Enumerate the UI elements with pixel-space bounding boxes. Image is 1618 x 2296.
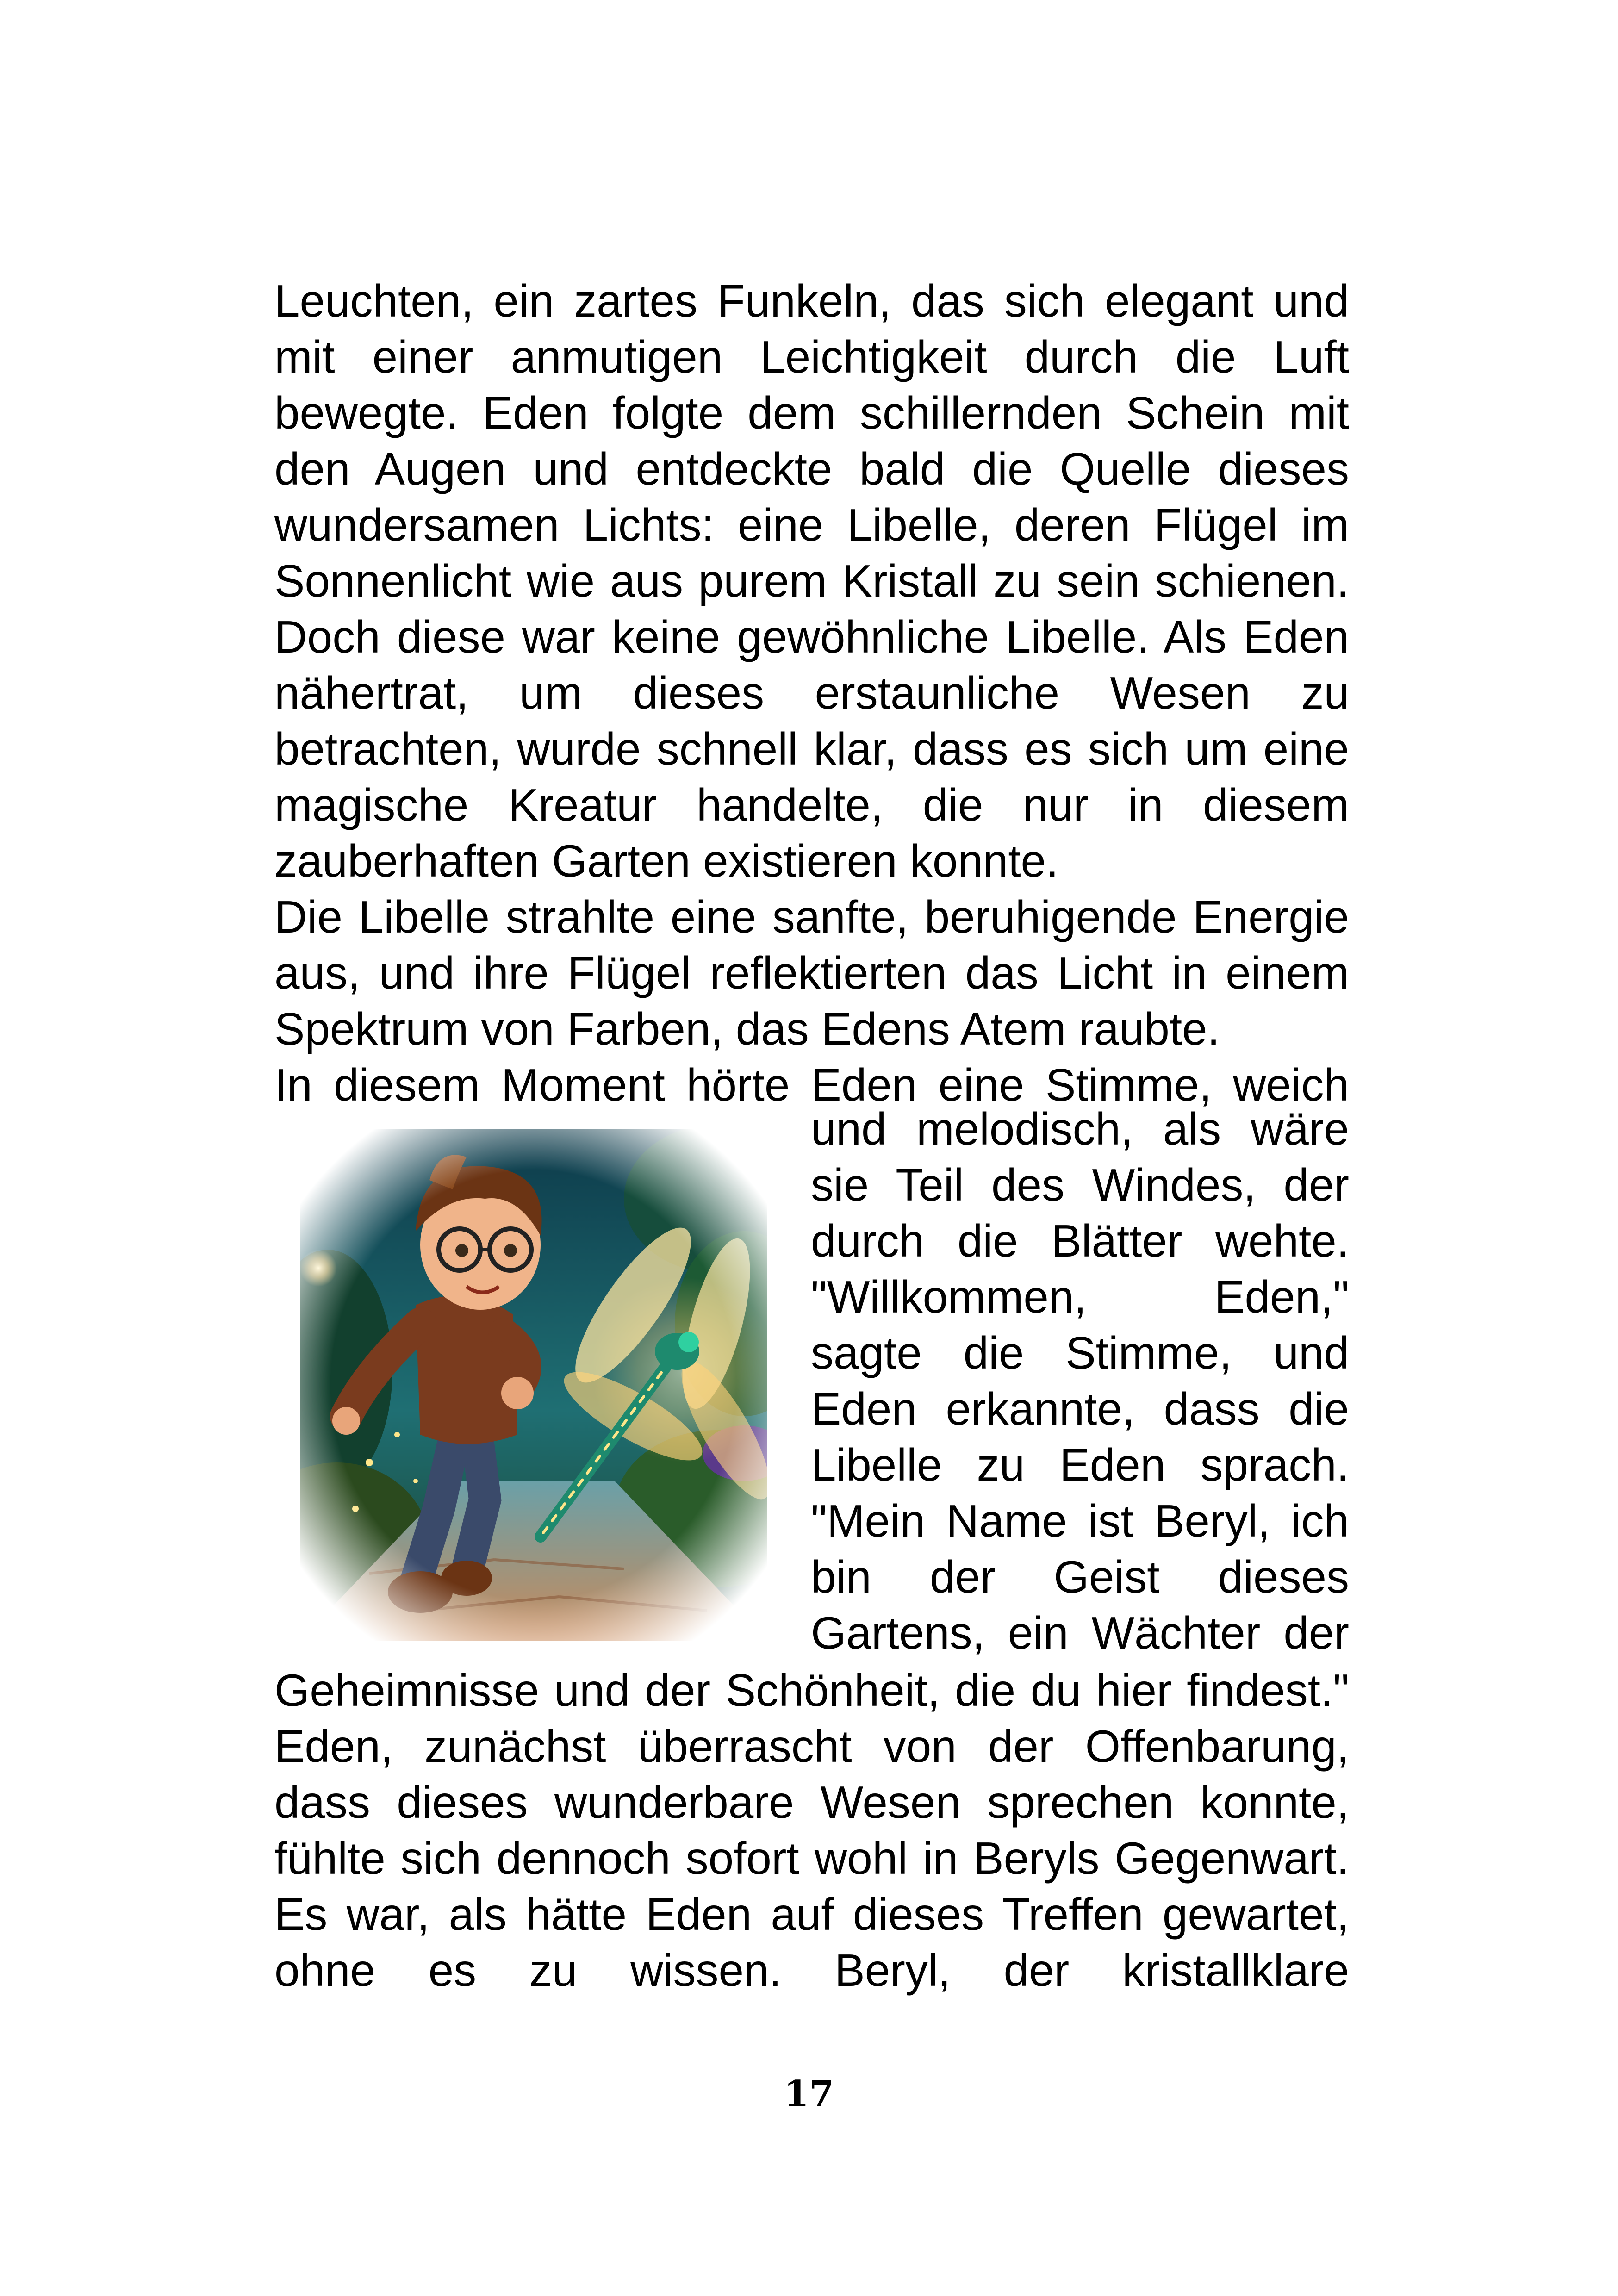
text-line: mit einer anmutigen Leichtigkeit durch die Luft (274, 331, 1349, 382)
text-line: Eden, zunächst überrascht von der Offenbarung, (274, 1721, 1349, 1772)
text-line: fühlte sich dennoch sofort wohl in Beryls Gegenwart. (274, 1833, 1349, 1884)
text-line: "Mein Name ist Beryl, ich (811, 1495, 1349, 1546)
body-text-side (811, 1101, 1349, 1661)
text-line: "Willkommen, Eden," (811, 1271, 1349, 1322)
text-line: den Augen und entdeckte bald die Quelle dieses (274, 443, 1349, 494)
text-line: wundersamen Lichts: eine Libelle, deren Flügel im (274, 499, 1349, 550)
text-line: ohne es zu wissen. Beryl, der kristallklare (274, 1945, 1349, 1996)
text-line: und melodisch, als wäre (811, 1103, 1349, 1154)
text-line: dass dieses wunderbare Wesen sprechen konnte, (274, 1777, 1349, 1828)
text-line: Es war, als hätte Eden auf dieses Treffen gewartet, (274, 1889, 1349, 1940)
text-line: nähertrat, um dieses erstaunliche Wesen zu (274, 667, 1349, 718)
text-line: In diesem Moment hörte Eden eine Stimme, weich (274, 1059, 1349, 1110)
text-line: magische Kreatur handelte, die nur in diesem (274, 779, 1349, 830)
body-text-bottom (274, 1662, 1349, 1998)
text-line: Libelle zu Eden sprach. (811, 1439, 1349, 1490)
body-text-top (274, 273, 1349, 1113)
illustration-boy-with-dragonfly (300, 1129, 767, 1641)
text-line: Sonnenlicht wie aus purem Kristall zu sein schienen. (274, 555, 1349, 606)
text-line: sie Teil des Windes, der (811, 1159, 1349, 1210)
page-number: 17 (784, 2073, 834, 2115)
text-line: Leuchten, ein zartes Funkeln, das sich elegant und (274, 275, 1349, 326)
text-line: sagte die Stimme, und (811, 1327, 1349, 1378)
text-line: Gartens, ein Wächter der (811, 1607, 1349, 1658)
text-line: bin der Geist dieses (811, 1551, 1349, 1602)
text-line: Eden erkannte, dass die (811, 1383, 1349, 1434)
text-line: zauberhaften Garten existieren konnte. (274, 835, 1059, 886)
text-line: bewegte. Eden folgte dem schillernden Schein mit (274, 387, 1349, 438)
text-line: Geheimnisse und der Schönheit, die du hier findest." (274, 1665, 1349, 1716)
text-line: Spektrum von Farben, das Edens Atem raubte. (274, 1003, 1220, 1054)
text-line: Die Libelle strahlte eine sanfte, beruhigende Energie (274, 891, 1349, 942)
text-line: betrachten, wurde schnell klar, dass es sich um eine (274, 723, 1349, 774)
text-line: durch die Blätter wehte. (811, 1215, 1349, 1266)
text-line: aus, und ihre Flügel reflektierten das Licht in einem (274, 947, 1349, 998)
text-line: Doch diese war keine gewöhnliche Libelle. Als Eden (274, 611, 1349, 662)
